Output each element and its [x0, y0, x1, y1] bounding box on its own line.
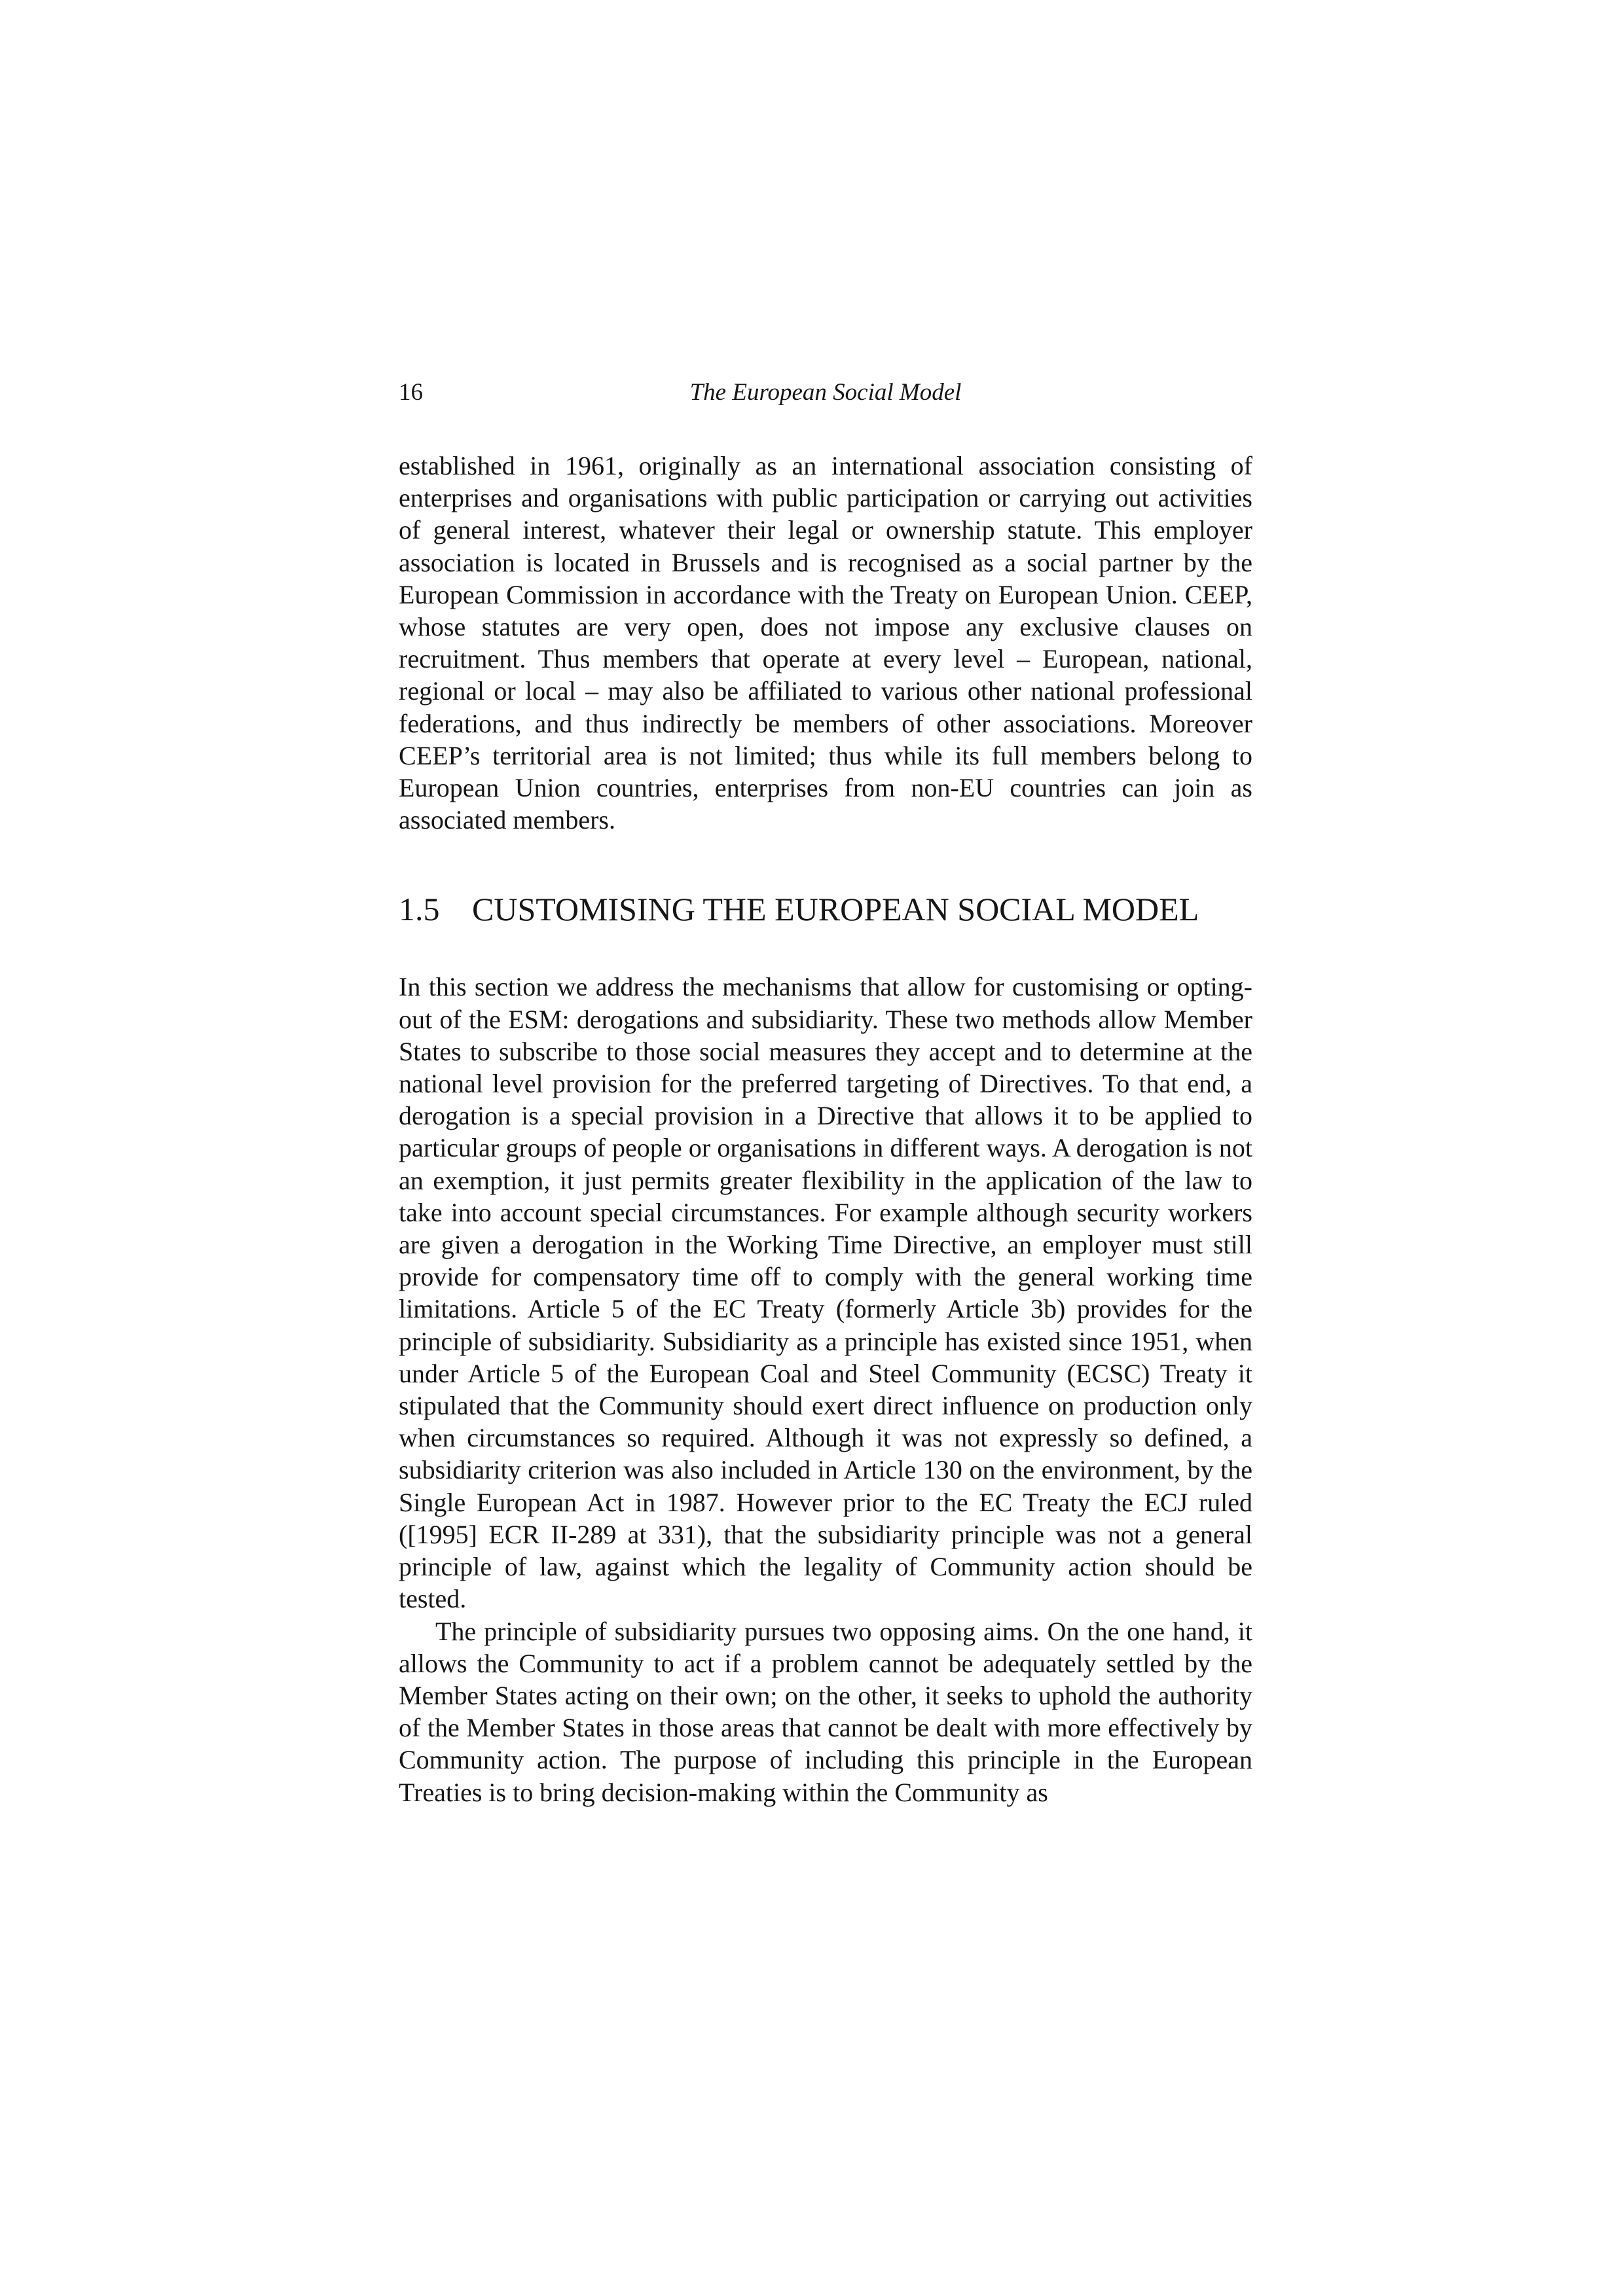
running-head [399, 373, 1252, 412]
paragraph-ceep: established in 1961, originally as an international association consisting of enterprises and organisations with public participation or carrying out activities of general interest, whatever their legal or ownership statute. This employer association is located in Brussels and is recognised as a social partner by the European Commission in accordance with the Treaty on European Union. CEEP, whose statutes are very open, does not impose any exclusive clauses on recruitment. Thus members that operate at every level – European, national, regional or local – may also be affiliated to various other national professional federations, and thus indirectly be members of other associations. Moreover CEEP’s territorial area is not limited; thus while its full members belong to European Union countries, enterprises from non-EU countries can join as associated members. [399, 451, 1252, 835]
section-title: CUSTOMISING THE EUROPEAN SOCIAL MODEL [472, 891, 1199, 928]
paragraph-subsidiarity: The principle of subsidiarity pursues two opposing aims. On the one hand, it allows the Community to act if a problem cannot be adequately settled by the Member States acting on their own; on the other, it seeks to uphold the authority of the Member States in those areas that cannot be dealt with more effectively by Community action. The purpose of including this principle in the European Treaties is to bring decision-making within the Community as [399, 1616, 1252, 1807]
section-number: 1.5 [399, 891, 440, 928]
section-heading [399, 889, 1252, 929]
running-title: The European Social Model [689, 379, 962, 406]
page-number: 16 [399, 379, 423, 406]
book-page [399, 373, 1252, 1808]
paragraph-derogations: In this section we address the mechanisms that allow for customising or opting-out of the ESM: derogations and subsidiarity. These two methods allow Member States to subscribe to those social measures they accept and to determine at the national level provision for the preferred targeting of Directives. To that end, a derogation is a special provision in a Directive that allows it to be applied to particular groups of people or organisations in different ways. A derogation is not an exemption, it just permits greater flexibility in the application of the law to take into account special circumstances. For example although security workers are given a derogation in the Working Time Directive, an employer must still provide for compensatory time off to comply with the general working time limitations. Article 5 of the EC Treaty (formerly Article 3b) provides for the principle of subsidiarity. Subsidiarity as a principle has existed since 1951, when under Article 5 of the European Coal and Steel Community (ECSC) Treaty it stipulated that the Community should exert direct influence on production only when circumstances so required. Although it was not expressly so defined, a subsidiarity criterion was also included in Article 130 on the environment, by the Single European Act in 1987. However prior to the EC Treaty the ECJ ruled ([1995] ECR II-289 at 331), that the subsidiarity principle was not a general principle of law, against which the legality of Community action should be tested. [399, 972, 1252, 1614]
